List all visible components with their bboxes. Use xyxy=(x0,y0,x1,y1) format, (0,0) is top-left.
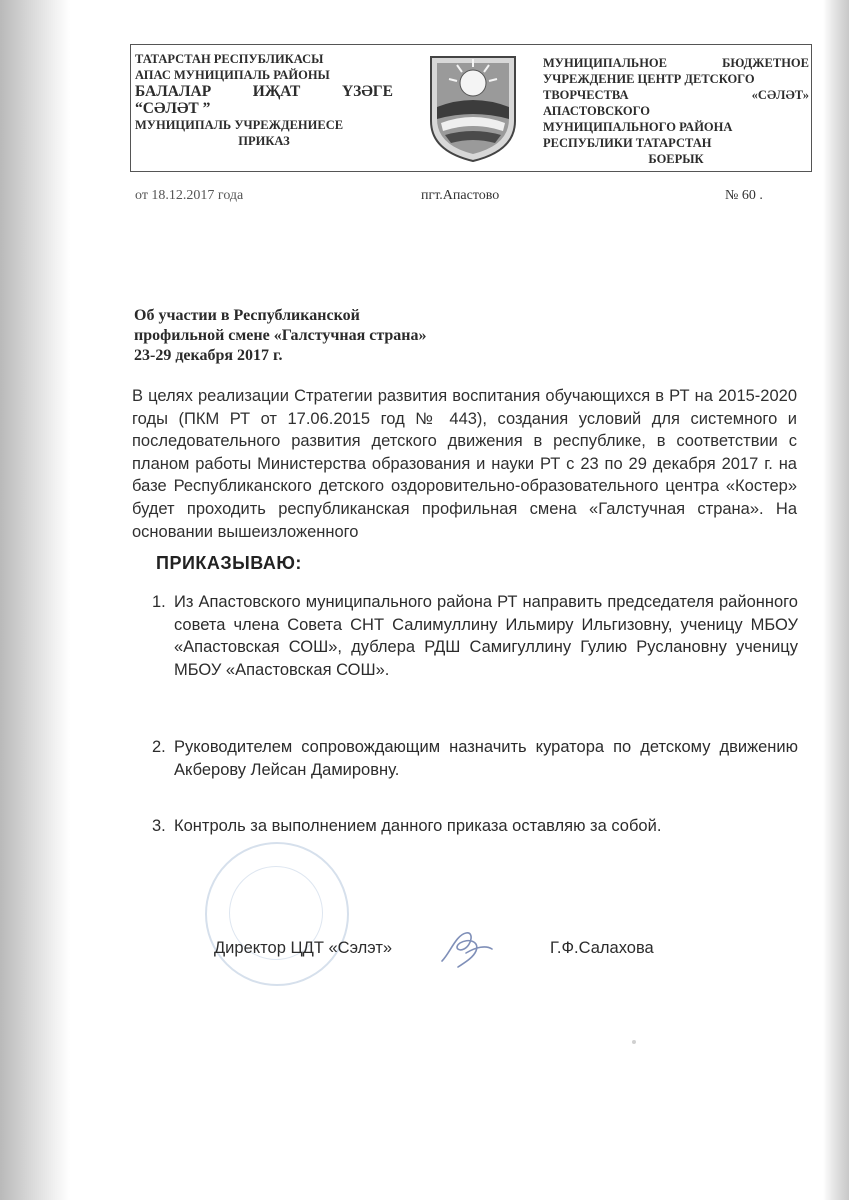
order-item xyxy=(152,815,798,838)
order-title-line: 23-29 декабря 2017 г. xyxy=(134,347,283,364)
preamble-paragraph: В целях реализации Стратегии развития воспитания обучающихся в РТ на 2015-2020 годы (ПКМ РТ от 17.06.2015 год № 443), создания условий для системного и последовательного развития детского движения в республике, в соответствии с планом работы Министерства образования и науки РТ с 23 по 29 декабря 2017 г. на базе Республиканского детского оздоровительно-образовательного центра «Костер» будет проходить республиканская профильная смена «Галстучная страна». На основании вышеизложенного xyxy=(132,387,797,541)
letterhead-line: МУНИЦИПАЛЬНОГО РАЙОНА xyxy=(543,120,733,134)
letterhead-russian-block xyxy=(543,55,809,167)
letterhead-word: ҮЗӘГЕ xyxy=(341,83,393,100)
letterhead-word: ИҖАТ xyxy=(252,83,301,100)
order-item-number: 2. xyxy=(152,738,166,757)
letterhead-doc-type: БОЕРЫК xyxy=(648,152,704,166)
order-item-text: Из Апастовского муниципального района РТ направить председателя районного совета члена Совета СНТ Салимуллину Ильмиру Ильгизовну, ученицу МБОУ «Апастовская СОШ», дублера РДШ Самигуллину Гулию Руслановну ученицу МБОУ «Апастовская СОШ». xyxy=(174,593,798,679)
order-title-line: Об участии в Республиканской xyxy=(134,307,360,324)
letterhead-line: МУНИЦИПАЛЬ УЧРЕЖДЕНИЕСЕ xyxy=(135,118,344,132)
decree-heading: ПРИКАЗЫВАЮ: xyxy=(156,553,302,573)
letterhead xyxy=(130,44,812,172)
order-item-text: Контроль за выполнением данного приказа оставляю за собой. xyxy=(174,816,662,835)
letterhead-line: УЧРЕЖДЕНИЕ ЦЕНТР ДЕТСКОГО xyxy=(543,72,755,86)
signatory-position: Директор ЦДТ «Сэлэт» xyxy=(214,939,393,957)
order-place: пгт.Апастово xyxy=(421,188,500,203)
letterhead-word: «СӘЛӘТ» xyxy=(751,88,809,102)
letterhead-word: МУНИЦИПАЛЬНОЕ xyxy=(543,56,667,70)
letterhead-line: ТАТАРСТАН РЕСПУБЛИКАСЫ xyxy=(135,52,324,66)
letterhead-doc-type: ПРИКАЗ xyxy=(238,134,290,148)
letterhead-line xyxy=(543,55,809,71)
letterhead-tatar-block xyxy=(135,51,393,149)
letterhead-big-line xyxy=(135,83,393,100)
order-number: № 60 . xyxy=(725,188,763,203)
order-item-number: 1. xyxy=(152,593,166,611)
scan-right-edge-shadow xyxy=(823,0,849,1200)
order-item xyxy=(152,591,798,681)
letterhead-line: РЕСПУБЛИКИ ТАТАРСТАН xyxy=(543,136,712,150)
letterhead-line: АПАС МУНИЦИПАЛЬ РАЙОНЫ xyxy=(135,68,330,82)
letterhead-word: БЮДЖЕТНОЕ xyxy=(722,56,809,70)
order-date: от 18.12.2017 года xyxy=(135,188,244,203)
order-item-number: 3. xyxy=(152,816,166,835)
letterhead-line: АПАСТОВСКОГО xyxy=(543,104,650,118)
order-title-line: профильной смене «Галстучная страна» xyxy=(134,327,427,344)
order-item xyxy=(152,736,798,781)
letterhead-word: БАЛАЛАР xyxy=(135,83,212,100)
letterhead-line: “СӘЛӘТ ” xyxy=(135,100,211,117)
letterhead-word: ТВОРЧЕСТВА xyxy=(543,88,629,102)
letterhead-line xyxy=(543,87,809,103)
coat-of-arms-emblem xyxy=(423,51,523,163)
order-items-list xyxy=(152,591,798,837)
order-title xyxy=(134,306,554,366)
handwritten-signature xyxy=(436,923,496,973)
scan-speck xyxy=(632,1040,636,1044)
order-item-text: Руководителем сопровождающим назначить куратора по детскому движению Акберову Лейсан Дамировну. xyxy=(174,738,798,779)
signatory-name: Г.Ф.Салахова xyxy=(550,939,654,957)
signature-block xyxy=(214,935,684,975)
scan-left-edge-shadow xyxy=(0,0,70,1200)
